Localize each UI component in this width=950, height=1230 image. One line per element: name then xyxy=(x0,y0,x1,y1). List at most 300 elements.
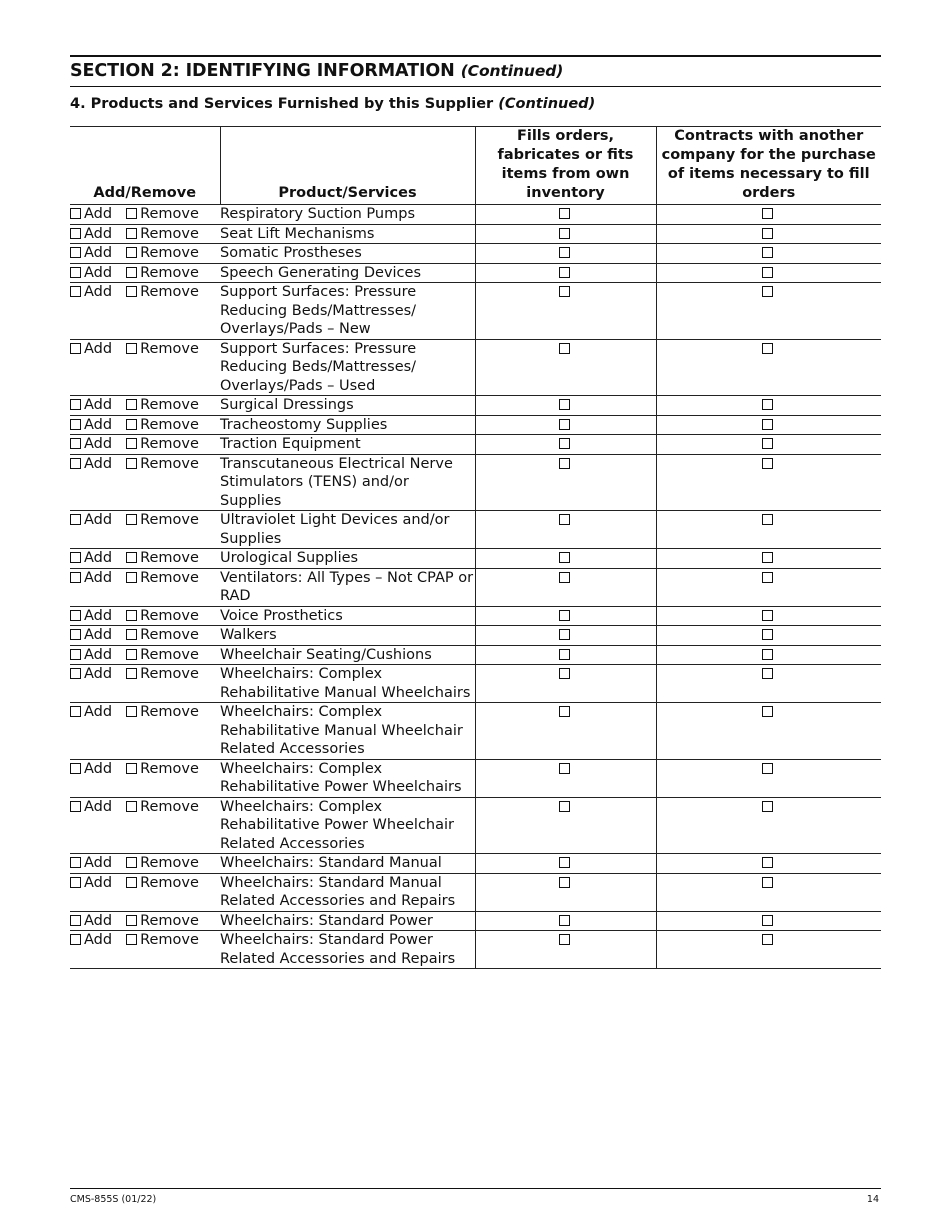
section-title xyxy=(70,61,563,81)
add-option[interactable] xyxy=(70,396,112,415)
table-row xyxy=(70,244,881,264)
fills-orders-checkbox[interactable] xyxy=(559,514,570,525)
remove-label: Remove xyxy=(140,760,199,777)
remove-checkbox[interactable] xyxy=(126,877,137,888)
fills-orders-checkbox[interactable] xyxy=(559,267,570,278)
contracts-cell xyxy=(656,435,881,455)
fills-orders-cell xyxy=(475,511,656,549)
table-body xyxy=(70,205,881,969)
remove-checkbox[interactable] xyxy=(126,208,137,219)
product-name: Voice Prosthetics xyxy=(220,606,475,626)
contracts-checkbox[interactable] xyxy=(762,267,773,278)
product-name: Support Surfaces: Pressure Reducing Beds/Mattresses/ Overlays/Pads – Used xyxy=(220,339,475,396)
header-contracts: Contracts with another company for the purchase of items necessary to fill orders xyxy=(656,127,881,205)
table-row xyxy=(70,224,881,244)
contracts-cell xyxy=(656,283,881,340)
remove-checkbox[interactable] xyxy=(126,286,137,297)
remove-option[interactable] xyxy=(126,264,199,283)
remove-option[interactable] xyxy=(126,416,199,435)
remove-label: Remove xyxy=(140,340,199,357)
table-row xyxy=(70,797,881,854)
fills-orders-checkbox[interactable] xyxy=(559,668,570,679)
table-row xyxy=(70,205,881,225)
remove-checkbox[interactable] xyxy=(126,934,137,945)
remove-option[interactable] xyxy=(126,607,199,626)
add-checkbox[interactable] xyxy=(70,286,81,297)
remove-checkbox[interactable] xyxy=(126,801,137,812)
contracts-checkbox[interactable] xyxy=(762,572,773,583)
add-option[interactable] xyxy=(70,931,112,950)
remove-option[interactable] xyxy=(126,396,199,415)
add-checkbox[interactable] xyxy=(70,877,81,888)
add-label: Add xyxy=(84,569,113,586)
add-remove-cell xyxy=(70,244,220,264)
fills-orders-cell xyxy=(475,665,656,703)
remove-option[interactable] xyxy=(126,455,199,474)
contracts-checkbox[interactable] xyxy=(762,706,773,717)
fills-orders-checkbox[interactable] xyxy=(559,629,570,640)
remove-checkbox[interactable] xyxy=(126,458,137,469)
add-option[interactable] xyxy=(70,665,112,684)
product-name: Respiratory Suction Pumps xyxy=(220,205,475,225)
add-option[interactable] xyxy=(70,646,112,665)
add-label: Add xyxy=(84,436,113,452)
subsection-title xyxy=(70,96,595,112)
contracts-cell xyxy=(656,665,881,703)
add-remove-cell xyxy=(70,263,220,283)
remove-option[interactable] xyxy=(126,569,199,588)
table-row xyxy=(70,339,881,396)
table-row xyxy=(70,759,881,797)
add-option[interactable] xyxy=(70,703,112,722)
remove-checkbox[interactable] xyxy=(126,552,137,563)
add-checkbox[interactable] xyxy=(70,610,81,621)
remove-checkbox[interactable] xyxy=(126,706,137,717)
add-remove-cell xyxy=(70,931,220,969)
add-option[interactable] xyxy=(70,416,112,435)
remove-option[interactable] xyxy=(126,626,199,645)
add-checkbox[interactable] xyxy=(70,552,81,563)
add-checkbox[interactable] xyxy=(70,649,81,660)
contracts-checkbox[interactable] xyxy=(762,208,773,219)
table-row xyxy=(70,568,881,606)
add-option[interactable] xyxy=(70,435,112,454)
remove-option[interactable] xyxy=(126,798,199,817)
add-checkbox[interactable] xyxy=(70,208,81,219)
product-name: Ventilators: All Types – Not CPAP or RAD xyxy=(220,569,474,604)
add-checkbox[interactable] xyxy=(70,668,81,679)
header-product-services: Product/Services xyxy=(220,127,475,205)
contracts-checkbox[interactable] xyxy=(762,763,773,774)
add-checkbox[interactable] xyxy=(70,801,81,812)
contracts-checkbox[interactable] xyxy=(762,934,773,945)
footer-rule xyxy=(70,1188,881,1189)
remove-label: Remove xyxy=(140,855,199,871)
add-checkbox[interactable] xyxy=(70,857,81,868)
add-label: Add xyxy=(84,912,113,929)
header-add-remove: Add/Remove xyxy=(70,127,220,205)
remove-option[interactable] xyxy=(126,283,199,302)
add-label: Add xyxy=(84,264,113,281)
remove-label: Remove xyxy=(140,607,199,624)
contracts-checkbox[interactable] xyxy=(762,247,773,258)
add-checkbox[interactable] xyxy=(70,572,81,583)
add-checkbox[interactable] xyxy=(70,267,81,278)
add-checkbox[interactable] xyxy=(70,706,81,717)
contracts-checkbox[interactable] xyxy=(762,286,773,297)
remove-checkbox[interactable] xyxy=(126,649,137,660)
contracts-cell xyxy=(656,854,881,874)
contracts-checkbox[interactable] xyxy=(762,877,773,888)
fills-orders-cell xyxy=(475,396,656,416)
add-remove-cell xyxy=(70,665,220,703)
fills-orders-checkbox[interactable] xyxy=(559,801,570,812)
remove-label: Remove xyxy=(140,436,199,452)
remove-option[interactable] xyxy=(126,205,199,224)
add-label: Add xyxy=(84,932,113,948)
add-option[interactable] xyxy=(70,798,112,817)
product-name: Seat Lift Mechanisms xyxy=(220,224,475,244)
remove-checkbox[interactable] xyxy=(126,399,137,410)
add-remove-cell xyxy=(70,606,220,626)
add-option[interactable] xyxy=(70,912,112,931)
add-label: Add xyxy=(84,607,113,624)
remove-option[interactable] xyxy=(126,703,199,722)
remove-label: Remove xyxy=(140,225,199,242)
add-remove-cell xyxy=(70,703,220,760)
product-name: Support Surfaces: Pressure Reducing Beds/Mattresses/ Overlays/Pads – New xyxy=(220,283,475,340)
subsection-title-text: 4. Products and Services Furnished by this Supplier xyxy=(70,96,494,112)
fills-orders-cell xyxy=(475,797,656,854)
fills-orders-cell xyxy=(475,626,656,646)
add-option[interactable] xyxy=(70,205,112,224)
fills-orders-cell xyxy=(475,931,656,969)
add-checkbox[interactable] xyxy=(70,228,81,239)
remove-label: Remove xyxy=(140,245,199,261)
product-name: Transcutaneous Electrical Nerve Stimulators (TENS) and/or Supplies xyxy=(220,454,475,511)
product-name: Wheelchairs: Complex Rehabilitative Power Wheelchairs xyxy=(220,759,475,797)
add-label: Add xyxy=(84,798,113,815)
page-number: 14 xyxy=(866,1194,879,1205)
table-row xyxy=(70,931,881,969)
contracts-cell xyxy=(656,454,881,511)
section-top-rule xyxy=(70,55,881,57)
fills-orders-checkbox[interactable] xyxy=(559,857,570,868)
remove-option[interactable] xyxy=(126,225,199,244)
product-name: Wheelchair Seating/Cushions xyxy=(220,645,475,665)
fills-orders-checkbox[interactable] xyxy=(559,458,570,469)
contracts-cell xyxy=(656,626,881,646)
add-remove-cell xyxy=(70,205,220,225)
remove-checkbox[interactable] xyxy=(126,514,137,525)
add-remove-cell xyxy=(70,797,220,854)
remove-label: Remove xyxy=(140,206,199,222)
contracts-cell xyxy=(656,415,881,435)
fills-orders-checkbox[interactable] xyxy=(559,706,570,717)
remove-label: Remove xyxy=(140,512,199,528)
fills-orders-checkbox[interactable] xyxy=(559,552,570,563)
contracts-checkbox[interactable] xyxy=(762,399,773,410)
table-row xyxy=(70,511,881,549)
add-label: Add xyxy=(84,512,113,528)
table-row xyxy=(70,415,881,435)
remove-checkbox[interactable] xyxy=(126,763,137,774)
remove-label: Remove xyxy=(140,646,199,663)
remove-label: Remove xyxy=(140,550,199,566)
add-remove-cell xyxy=(70,435,220,455)
add-remove-cell xyxy=(70,759,220,797)
contracts-checkbox[interactable] xyxy=(762,629,773,640)
remove-checkbox[interactable] xyxy=(126,267,137,278)
remove-checkbox[interactable] xyxy=(126,668,137,679)
contracts-cell xyxy=(656,224,881,244)
add-option[interactable] xyxy=(70,340,112,359)
add-checkbox[interactable] xyxy=(70,763,81,774)
remove-option[interactable] xyxy=(126,340,199,359)
add-label: Add xyxy=(84,874,113,891)
contracts-checkbox[interactable] xyxy=(762,458,773,469)
contracts-cell xyxy=(656,568,881,606)
remove-label: Remove xyxy=(140,932,199,948)
add-checkbox[interactable] xyxy=(70,343,81,354)
add-label: Add xyxy=(84,550,113,566)
contracts-cell xyxy=(656,606,881,626)
product-name: Tracheostomy Supplies xyxy=(220,415,475,435)
fills-orders-checkbox[interactable] xyxy=(559,877,570,888)
add-option[interactable] xyxy=(70,760,112,779)
contracts-cell xyxy=(656,645,881,665)
add-checkbox[interactable] xyxy=(70,915,81,926)
add-remove-cell xyxy=(70,511,220,549)
fills-orders-checkbox[interactable] xyxy=(559,610,570,621)
add-label: Add xyxy=(84,704,113,720)
contracts-cell xyxy=(656,244,881,264)
contracts-cell xyxy=(656,549,881,569)
fills-orders-cell xyxy=(475,568,656,606)
subsection-continued-label: (Continued) xyxy=(498,96,596,112)
remove-checkbox[interactable] xyxy=(126,629,137,640)
contracts-checkbox[interactable] xyxy=(762,915,773,926)
fills-orders-checkbox[interactable] xyxy=(559,915,570,926)
add-option[interactable] xyxy=(70,874,112,893)
add-label: Add xyxy=(84,284,113,300)
contracts-checkbox[interactable] xyxy=(762,857,773,868)
contracts-checkbox[interactable] xyxy=(762,228,773,239)
remove-label: Remove xyxy=(140,397,199,413)
product-name: Somatic Prostheses xyxy=(220,244,475,264)
add-option[interactable] xyxy=(70,264,112,283)
add-checkbox[interactable] xyxy=(70,419,81,430)
add-label: Add xyxy=(84,455,113,472)
fills-orders-cell xyxy=(475,454,656,511)
add-checkbox[interactable] xyxy=(70,458,81,469)
fills-orders-checkbox[interactable] xyxy=(559,438,570,449)
add-remove-cell xyxy=(70,415,220,435)
contracts-checkbox[interactable] xyxy=(762,419,773,430)
add-option[interactable] xyxy=(70,283,112,302)
product-name: Wheelchairs: Standard Manual xyxy=(220,854,475,874)
remove-option[interactable] xyxy=(126,646,199,665)
fills-orders-cell xyxy=(475,339,656,396)
remove-option[interactable] xyxy=(126,760,199,779)
fills-orders-cell xyxy=(475,549,656,569)
add-remove-cell xyxy=(70,549,220,569)
contracts-cell xyxy=(656,511,881,549)
table-row xyxy=(70,263,881,283)
remove-checkbox[interactable] xyxy=(126,343,137,354)
remove-option[interactable] xyxy=(126,244,199,263)
contracts-checkbox[interactable] xyxy=(762,514,773,525)
remove-label: Remove xyxy=(140,455,199,472)
remove-checkbox[interactable] xyxy=(126,419,137,430)
contracts-cell xyxy=(656,797,881,854)
add-remove-cell xyxy=(70,283,220,340)
fills-orders-cell xyxy=(475,415,656,435)
product-name: Wheelchairs: Complex Rehabilitative Manual Wheelchair Related Accessories xyxy=(220,703,475,760)
fills-orders-checkbox[interactable] xyxy=(559,343,570,354)
header-fills-orders: Fills orders, fabricates or fits items from own inventory xyxy=(475,127,656,205)
table-row xyxy=(70,854,881,874)
contracts-cell xyxy=(656,396,881,416)
product-name: Speech Generating Devices xyxy=(220,263,475,283)
add-checkbox[interactable] xyxy=(70,514,81,525)
remove-checkbox[interactable] xyxy=(126,857,137,868)
add-option[interactable] xyxy=(70,549,112,568)
contracts-checkbox[interactable] xyxy=(762,552,773,563)
add-option[interactable] xyxy=(70,225,112,244)
contracts-cell xyxy=(656,263,881,283)
contracts-checkbox[interactable] xyxy=(762,649,773,660)
add-checkbox[interactable] xyxy=(70,399,81,410)
add-label: Add xyxy=(84,225,113,242)
add-option[interactable] xyxy=(70,607,112,626)
fills-orders-cell xyxy=(475,911,656,931)
table-row xyxy=(70,549,881,569)
contracts-checkbox[interactable] xyxy=(762,343,773,354)
remove-label: Remove xyxy=(140,569,199,586)
product-name: Wheelchairs: Standard Power xyxy=(220,911,475,931)
contracts-cell xyxy=(656,759,881,797)
fills-orders-checkbox[interactable] xyxy=(559,419,570,430)
remove-option[interactable] xyxy=(126,912,199,931)
fills-orders-checkbox[interactable] xyxy=(559,649,570,660)
add-checkbox[interactable] xyxy=(70,629,81,640)
add-option[interactable] xyxy=(70,455,112,474)
contracts-cell xyxy=(656,205,881,225)
remove-option[interactable] xyxy=(126,854,199,873)
table-row xyxy=(70,606,881,626)
remove-label: Remove xyxy=(140,874,199,891)
remove-label: Remove xyxy=(140,666,199,682)
fills-orders-cell xyxy=(475,205,656,225)
remove-label: Remove xyxy=(140,627,199,643)
remove-label: Remove xyxy=(140,284,199,300)
add-option[interactable] xyxy=(70,569,112,588)
remove-option[interactable] xyxy=(126,874,199,893)
fills-orders-checkbox[interactable] xyxy=(559,228,570,239)
add-option[interactable] xyxy=(70,511,112,530)
contracts-checkbox[interactable] xyxy=(762,610,773,621)
add-remove-cell xyxy=(70,224,220,244)
fills-orders-cell xyxy=(475,244,656,264)
add-option[interactable] xyxy=(70,626,112,645)
remove-option[interactable] xyxy=(126,549,199,568)
add-remove-cell xyxy=(70,873,220,911)
add-option[interactable] xyxy=(70,244,112,263)
contracts-checkbox[interactable] xyxy=(762,801,773,812)
table-row xyxy=(70,626,881,646)
fills-orders-cell xyxy=(475,645,656,665)
form-id: CMS-855S (01/22) xyxy=(70,1194,157,1205)
add-remove-cell xyxy=(70,645,220,665)
fills-orders-checkbox[interactable] xyxy=(559,763,570,774)
fills-orders-cell xyxy=(475,263,656,283)
remove-checkbox[interactable] xyxy=(126,572,137,583)
contracts-cell xyxy=(656,339,881,396)
fills-orders-cell xyxy=(475,759,656,797)
remove-option[interactable] xyxy=(126,665,199,684)
product-name: Wheelchairs: Complex Rehabilitative Power Wheelchair Related Accessories xyxy=(220,797,475,854)
remove-checkbox[interactable] xyxy=(126,247,137,258)
add-remove-cell xyxy=(70,454,220,511)
add-label: Add xyxy=(84,397,113,413)
fills-orders-checkbox[interactable] xyxy=(559,208,570,219)
add-label: Add xyxy=(84,627,113,643)
contracts-checkbox[interactable] xyxy=(762,438,773,449)
add-checkbox[interactable] xyxy=(70,438,81,449)
table-row xyxy=(70,873,881,911)
table-row xyxy=(70,645,881,665)
table-row xyxy=(70,454,881,511)
remove-label: Remove xyxy=(140,416,199,433)
add-label: Add xyxy=(84,416,113,433)
add-remove-cell xyxy=(70,911,220,931)
remove-option[interactable] xyxy=(126,511,199,530)
section-continued-label: (Continued) xyxy=(460,62,564,80)
table-header-row xyxy=(70,127,881,205)
fills-orders-cell xyxy=(475,435,656,455)
remove-checkbox[interactable] xyxy=(126,228,137,239)
add-remove-cell xyxy=(70,626,220,646)
remove-checkbox[interactable] xyxy=(126,915,137,926)
fills-orders-checkbox[interactable] xyxy=(559,572,570,583)
remove-label: Remove xyxy=(140,798,199,815)
remove-option[interactable] xyxy=(126,435,199,454)
remove-checkbox[interactable] xyxy=(126,438,137,449)
add-checkbox[interactable] xyxy=(70,247,81,258)
contracts-cell xyxy=(656,931,881,969)
add-option[interactable] xyxy=(70,854,112,873)
fills-orders-cell xyxy=(475,703,656,760)
contracts-cell xyxy=(656,873,881,911)
add-checkbox[interactable] xyxy=(70,934,81,945)
contracts-checkbox[interactable] xyxy=(762,668,773,679)
products-services-table xyxy=(70,126,881,969)
add-remove-cell xyxy=(70,854,220,874)
fills-orders-checkbox[interactable] xyxy=(559,286,570,297)
add-remove-cell xyxy=(70,339,220,396)
fills-orders-checkbox[interactable] xyxy=(559,934,570,945)
fills-orders-checkbox[interactable] xyxy=(559,399,570,410)
remove-checkbox[interactable] xyxy=(126,610,137,621)
product-name: Urological Supplies xyxy=(220,549,475,569)
add-remove-cell xyxy=(70,396,220,416)
remove-option[interactable] xyxy=(126,931,199,950)
fills-orders-cell xyxy=(475,224,656,244)
fills-orders-cell xyxy=(475,283,656,340)
fills-orders-checkbox[interactable] xyxy=(559,247,570,258)
product-name: Surgical Dressings xyxy=(220,396,475,416)
